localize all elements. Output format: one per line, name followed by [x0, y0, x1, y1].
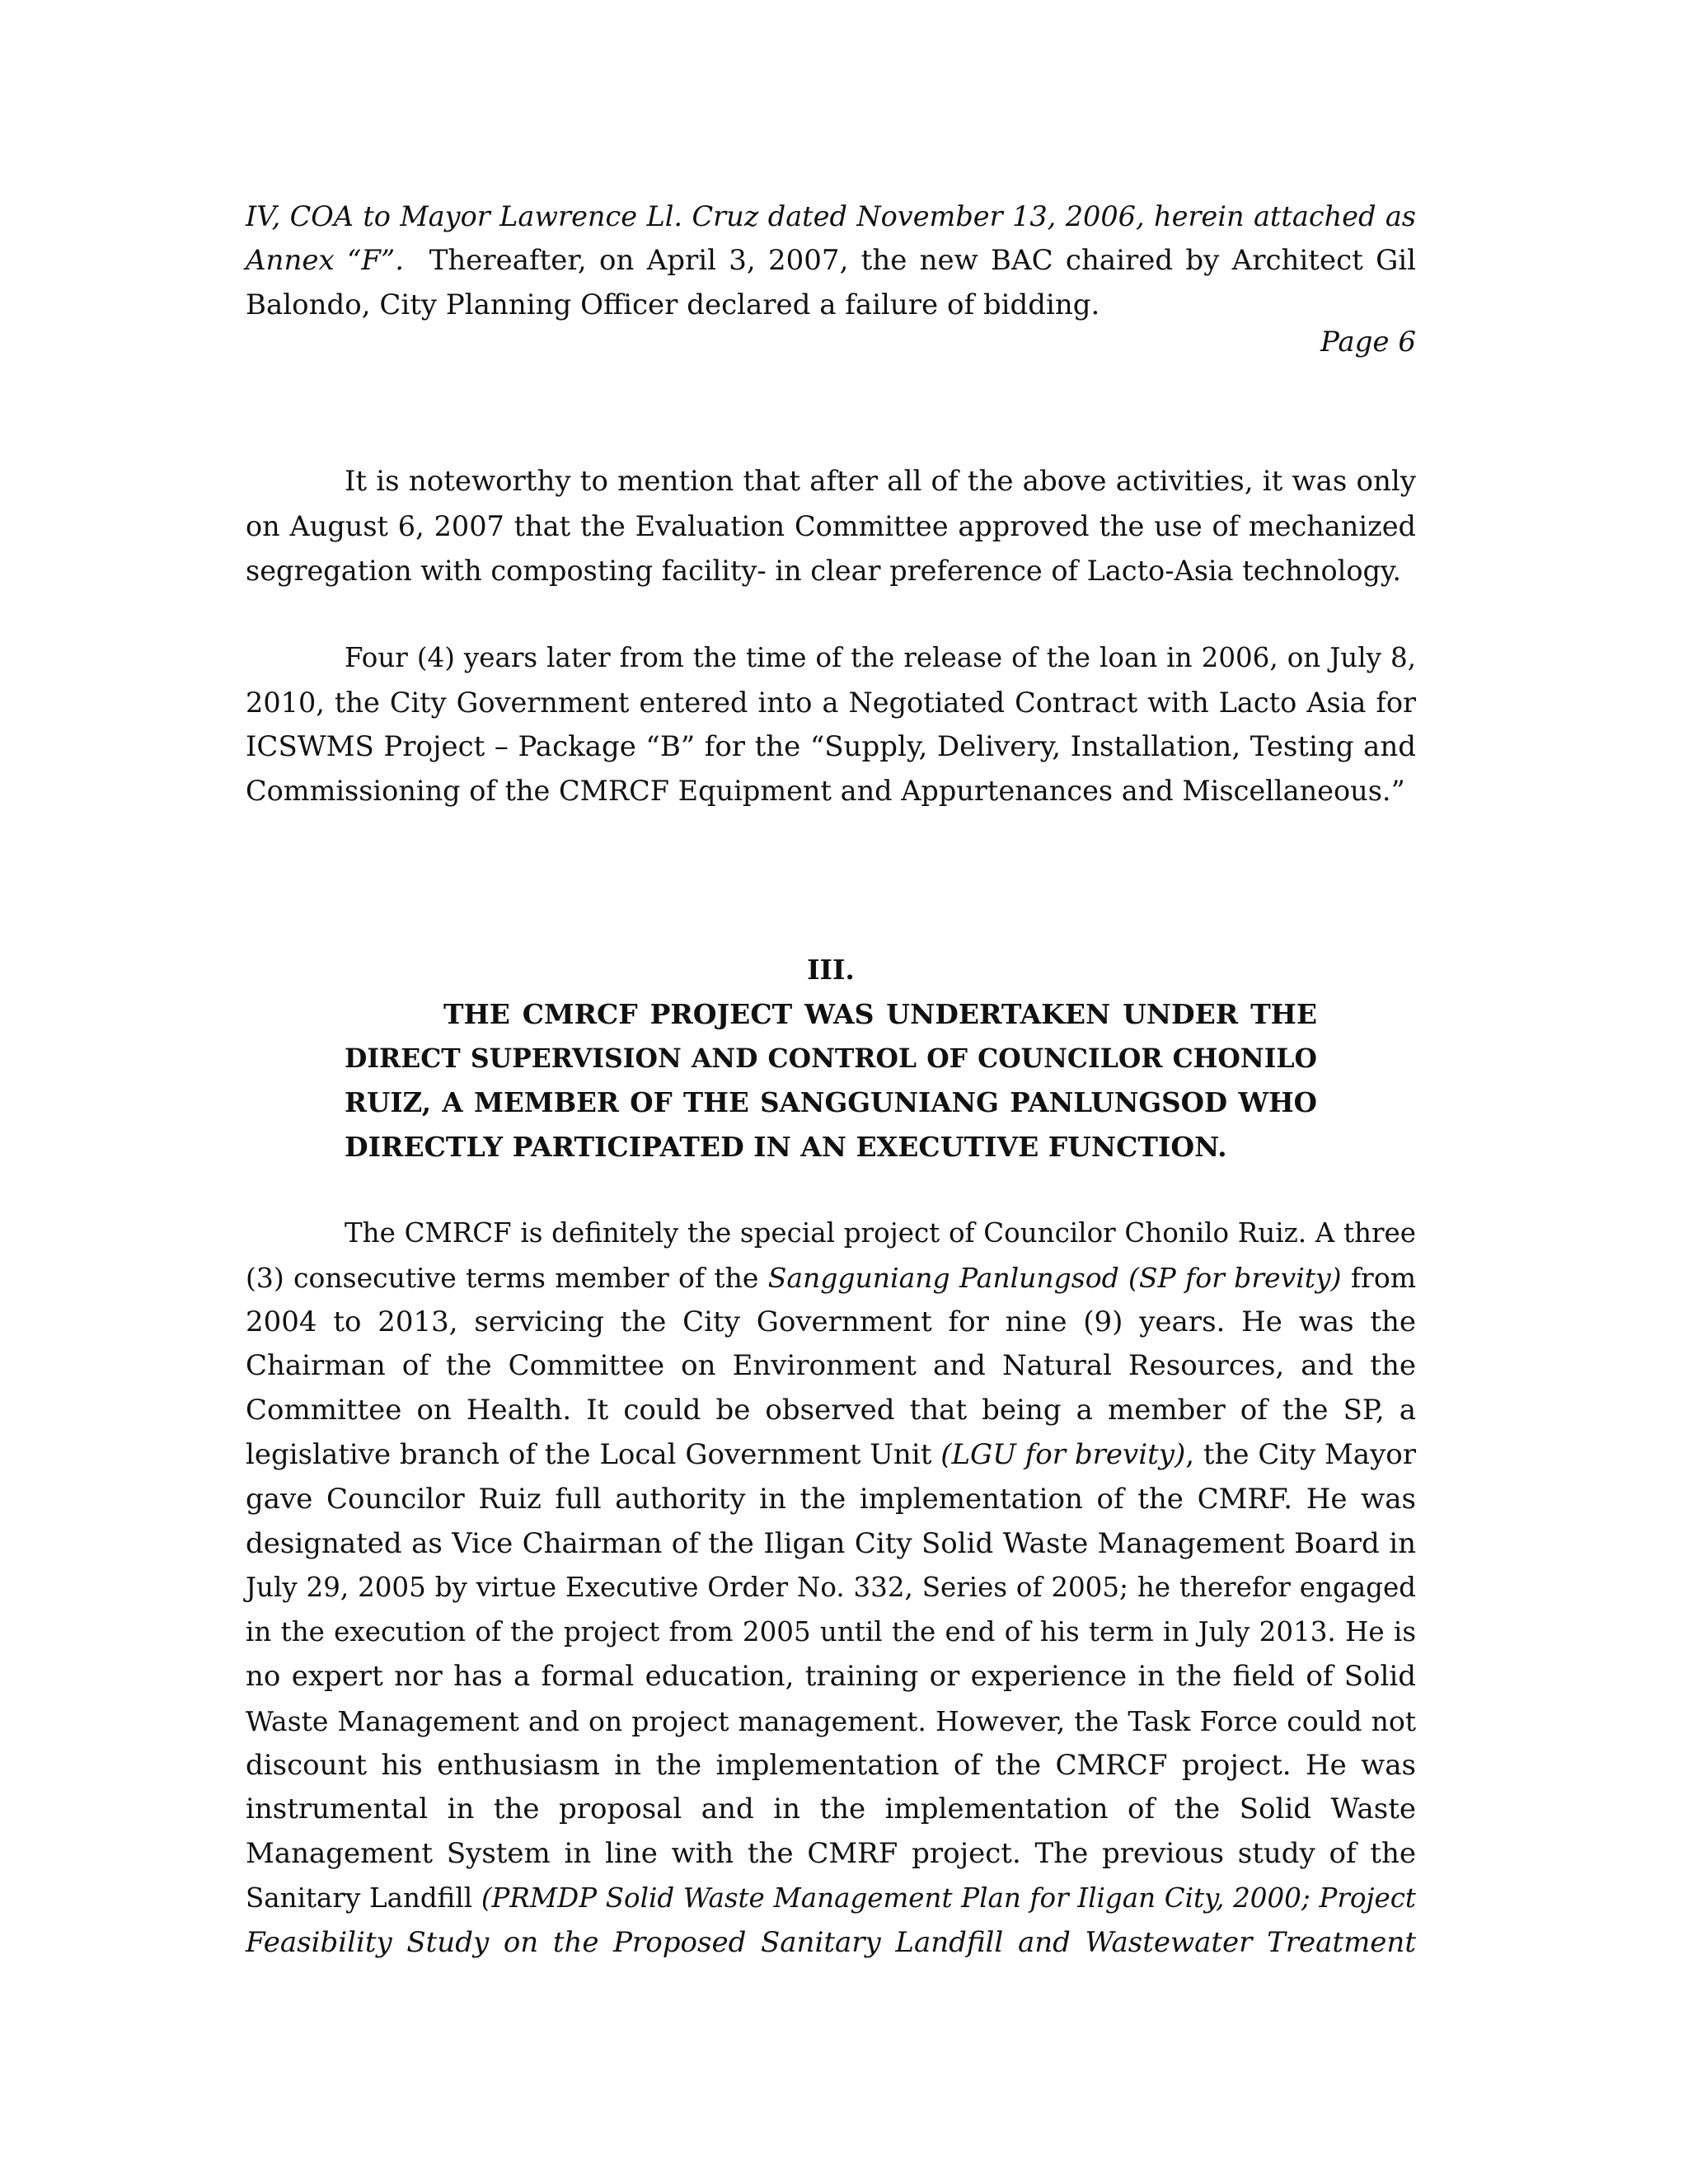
annex-reference: Annex “F”.	[246, 243, 405, 277]
text-line: Committee on Health. It could be observed that being a member of the SP, a	[246, 1394, 1416, 1427]
text-line: July 29, 2005 by virtue Executive Order No. 332, Series of 2005; he therefor engaged	[246, 1572, 1416, 1604]
text-line: gave Councilor Ruiz full authority in the implementation of the CMRF. He was	[246, 1482, 1416, 1516]
text-line: in the execution of the project from 2005 until the end of his term in July 2013. He is	[246, 1616, 1416, 1648]
text-line: designated as Vice Chairman of the Iligan City Solid Waste Management Board in	[246, 1526, 1416, 1560]
heading-line: RUIZ, A MEMBER OF THE SANGGUNIANG PANLUNGSOD WHO	[345, 1086, 1317, 1119]
text-span: from	[1341, 1261, 1416, 1294]
heading-line: THE CMRCF PROJECT WAS UNDERTAKEN UNDER THE	[443, 997, 1317, 1030]
page-number: Page 6	[1320, 326, 1416, 359]
text-line	[246, 1256, 1416, 1301]
section-number: III.	[807, 954, 855, 986]
text-line: segregation with composting facility- in clear preference of Lacto-Asia technology.	[246, 554, 1402, 587]
text-line: ICSWMS Project – Package “B” for the “Supply, Delivery, Installation, Testing and	[246, 729, 1416, 763]
text-line: IV, COA to Mayor Lawrence Ll. Cruz dated November 13, 2006, herein attached as	[246, 200, 1416, 232]
text-line: Chairman of the Committee on Environment and Natural Resources, and the	[246, 1349, 1416, 1383]
text-line	[246, 1433, 1416, 1478]
text-span: , the City Mayor	[1185, 1437, 1417, 1471]
section-heading	[345, 948, 1317, 1169]
paragraph-continuation	[246, 194, 1416, 327]
paragraph-cmrcf	[246, 1212, 1416, 1966]
text-span: legislative branch of the Local Government Unit	[246, 1437, 941, 1471]
paragraph-four-years	[246, 636, 1416, 813]
text-line: 2004 to 2013, servicing the City Government for nine (9) years. He was the	[246, 1305, 1416, 1338]
heading-line: DIRECTLY PARTICIPATED IN AN EXECUTIVE FUNCTION.	[345, 1131, 1227, 1164]
text-line: no expert nor has a formal education, training or experience in the field of Solid	[246, 1659, 1416, 1693]
text-line: Waste Management and on project management. However, the Task Force could not	[246, 1704, 1416, 1737]
text-line: Four (4) years later from the time of the release of the loan in 2006, on July 8,	[345, 642, 1416, 673]
text-line: on August 6, 2007 that the Evaluation Committee approved the use of mechanized	[246, 509, 1416, 542]
text-span: Thereafter, on April 3, 2007, the new BAC chaired by Architect Gil	[429, 243, 1416, 277]
text-line: instrumental in the proposal and in the implementation of the Solid Waste	[246, 1793, 1416, 1826]
text-line	[246, 239, 1416, 284]
paragraph-noteworthy	[246, 460, 1416, 593]
text-line: Balondo, City Planning Officer declared a failure of bidding.	[246, 288, 1100, 321]
text-line: The CMRCF is definitely the special project of Councilor Chonilo Ruiz. A three	[345, 1217, 1416, 1249]
text-line	[246, 1877, 1416, 1921]
italic-span: (PRMDP Solid Waste Management Plan for Iligan City, 2000; Project	[481, 1882, 1416, 1914]
italic-span: Sangguniang Panlungsod (SP for brevity)	[767, 1261, 1342, 1294]
text-line: Commissioning of the CMRCF Equipment and Appurtenances and Miscellaneous.”	[246, 775, 1405, 808]
text-line: discount his enthusiasm in the implementation of the CMRCF project. He was	[246, 1748, 1416, 1782]
text-line: Management System in line with the CMRF project. The previous study of the	[246, 1837, 1416, 1871]
italic-span: (LGU for brevity)	[940, 1437, 1186, 1471]
heading-line: DIRECT SUPERVISION AND CONTROL OF COUNCILOR CHONILO	[345, 1043, 1317, 1074]
text-line: Feasibility Study on the Proposed Sanitary Landfill and Wastewater Treatment	[246, 1925, 1416, 1959]
text-span: Sanitary Landfill	[246, 1882, 481, 1914]
text-line: It is noteworthy to mention that after all of the above activities, it was only	[345, 465, 1416, 498]
text-span: (3) consecutive terms member of the	[246, 1261, 768, 1294]
text-line: 2010, the City Government entered into a Negotiated Contract with Lacto Asia for	[246, 686, 1416, 719]
